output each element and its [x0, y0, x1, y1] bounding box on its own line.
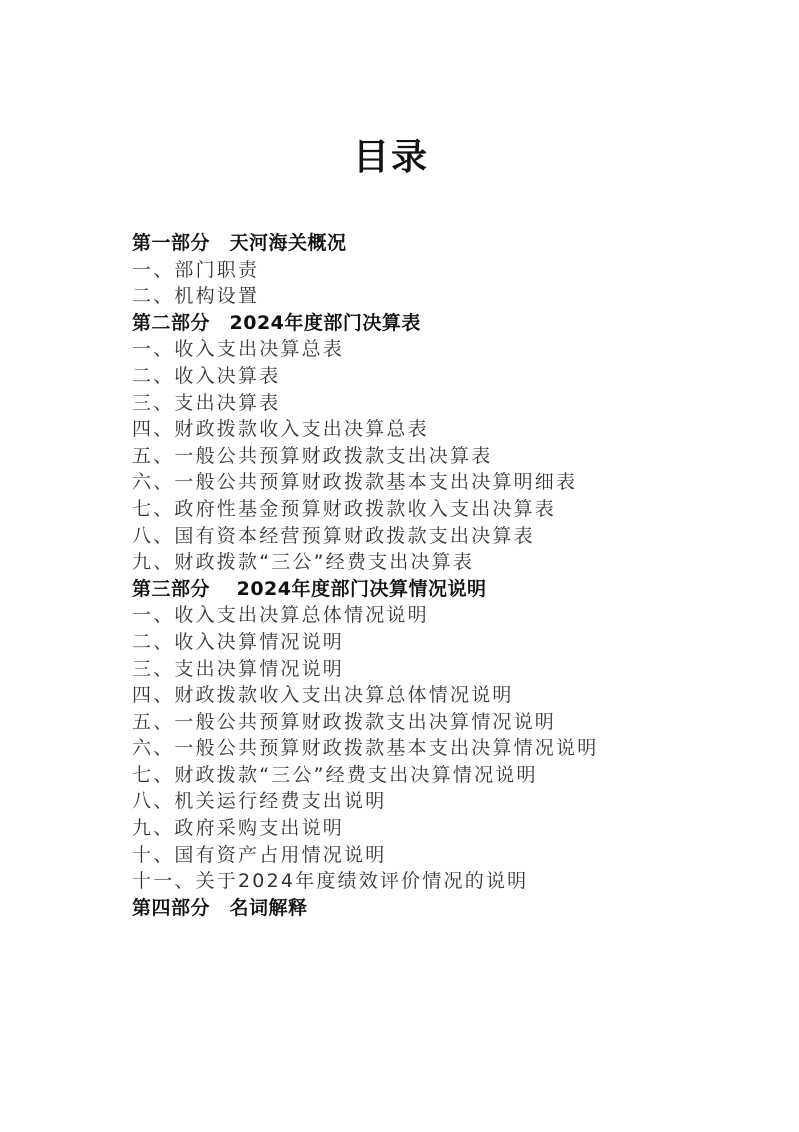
- toc-item: 十、国有资产占用情况说明: [132, 843, 387, 866]
- table-of-contents: [132, 230, 772, 921]
- toc-item: 五、一般公共预算财政拨款支出决算情况说明: [132, 710, 557, 733]
- toc-item: 七、政府性基金预算财政拨款收入支出决算表: [132, 497, 557, 520]
- toc-item: 五、一般公共预算财政拨款支出决算表: [132, 444, 493, 467]
- toc-item: 七、财政拨款“三公”经费支出决算情况说明: [132, 763, 538, 786]
- toc-item: 四、财政拨款收入支出决算总体情况说明: [132, 684, 514, 707]
- toc-part-heading: 第四部分 名词解释: [132, 896, 308, 919]
- toc-item: 二、收入决算情况说明: [132, 630, 345, 653]
- toc-item: 四、财政拨款收入支出决算总表: [132, 418, 429, 441]
- toc-item: 六、一般公共预算财政拨款基本支出决算明细表: [132, 471, 578, 494]
- page-title: 目录: [352, 137, 429, 178]
- toc-item: 十一、关于2024年度绩效评价情况的说明: [132, 870, 529, 893]
- toc-part-heading: 第二部分 2024年度部门决算表: [132, 311, 421, 334]
- toc-item: 二、机构设置: [132, 285, 260, 308]
- toc-item: 九、政府采购支出说明: [132, 817, 345, 840]
- toc-part-heading: 第一部分 天河海关概况: [132, 232, 347, 254]
- toc-part-heading: 第三部分 2024年度部门决算情况说明: [132, 577, 487, 600]
- toc-item: 三、支出决算情况说明: [132, 657, 345, 680]
- toc-item: 一、收入支出决算总体情况说明: [132, 604, 429, 627]
- toc-item: 一、收入支出决算总表: [132, 338, 345, 361]
- toc-item: 三、支出决算表: [132, 391, 281, 414]
- toc-item: 八、国有资本经营预算财政拨款支出决算表: [132, 524, 535, 547]
- toc-item: 二、收入决算表: [132, 364, 281, 387]
- toc-item: 六、一般公共预算财政拨款基本支出决算情况说明: [132, 737, 599, 760]
- toc-item: 一、部门职责: [132, 258, 260, 281]
- toc-item: 八、机关运行经费支出说明: [132, 790, 387, 813]
- toc-item: 九、财政拨款“三公”经费支出决算表: [132, 551, 475, 574]
